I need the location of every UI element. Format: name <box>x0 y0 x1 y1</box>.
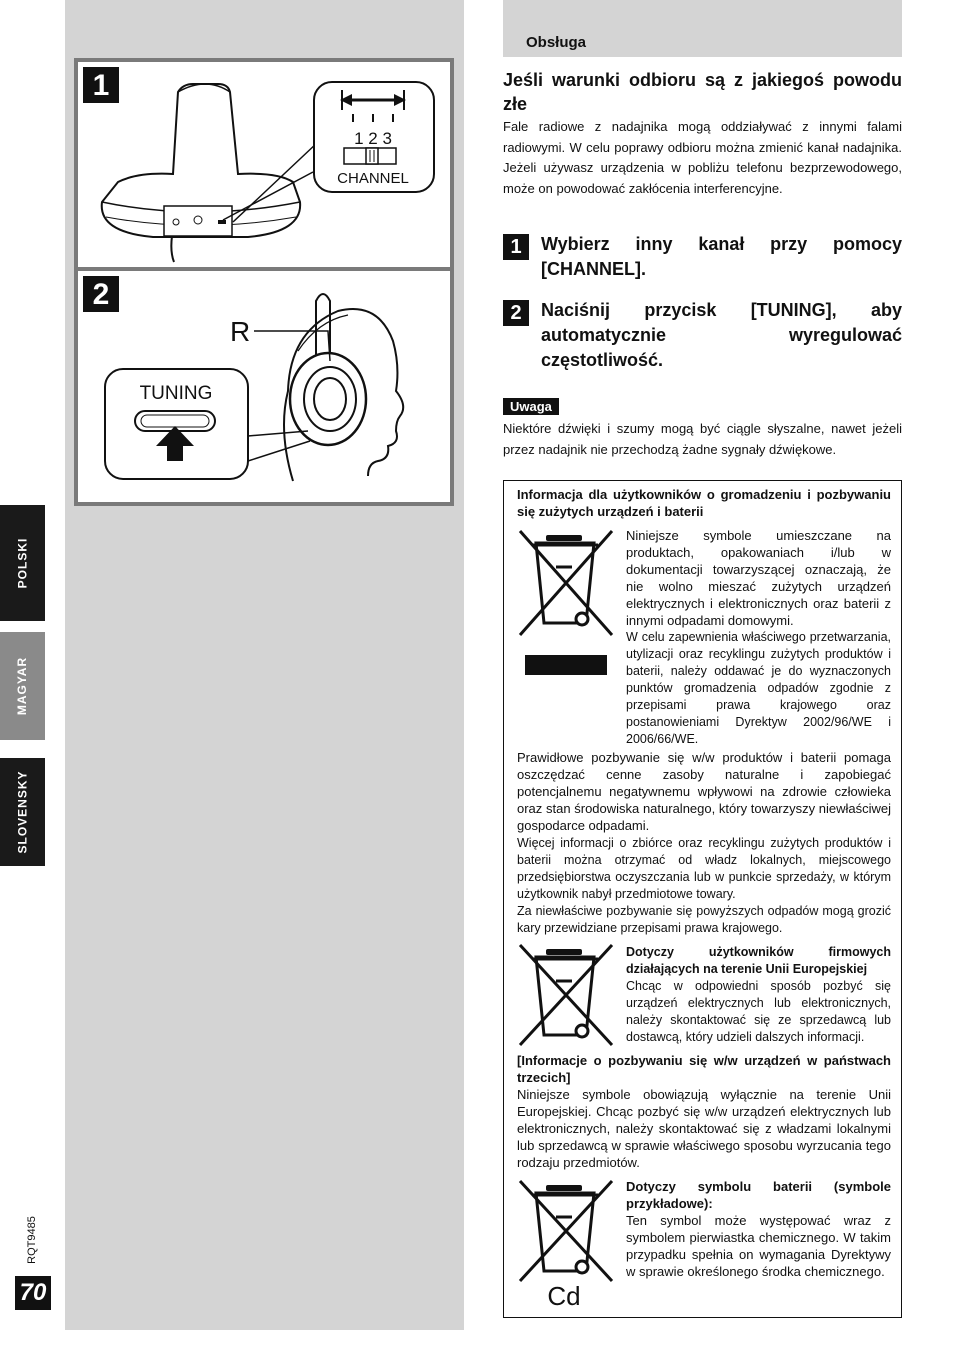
tab-magyar[interactable]: MAGYAR <box>0 632 45 740</box>
crossed-bin-battery-icon <box>516 1179 616 1311</box>
transmitter-illustration <box>78 62 450 267</box>
figure-frame <box>74 58 454 506</box>
headphones-illustration <box>78 271 450 502</box>
figure-1-step-number: 1 <box>92 69 110 102</box>
right-side-label: R <box>230 316 251 347</box>
section-header-bar <box>503 0 902 57</box>
step-2-number: 2 <box>503 300 529 326</box>
info-p2: W celu zapewnienia właściwego przetwarzania, utylizacji oraz recyklingu zużytych produktów i baterii, należy oddawać je do wyznaczonych punktów gromadzenia odpadów zgodnie z przepisami prawa krajowego oraz postanowieniami Dyrektyw 2002/96/WE i 2006/66/WE. <box>626 630 891 746</box>
note-text: Niektóre dźwięki i szumy mogą być ciągle słyszalne, nawet jeżeli przez nadajnik nie przechodzą żadne sygnały dźwiękowe. <box>503 421 902 457</box>
business-text: Chcąc w odpowiedni sposób pozbyć się urządzeń elektrycznych lub elektronicznych, należy skontaktować się ze sprzedawcą lub dostawcą, który udzieli dalszych informacji. <box>626 979 891 1044</box>
info-p1: Niniejsze symbole umieszczane na produktach, opakowaniach i/lub w dokumentacji towarzyszącej oznaczają, że nie wolno mieszać zużytych urządzeń elektrycznych i elektronicznych oraz baterii z innymi odpadami domowymi. <box>626 528 891 628</box>
crossed-bin-business-icon <box>516 943 616 1047</box>
note-label: Uwaga <box>503 398 559 415</box>
info-p5: Za niewłaściwe pozbywanie się powyższych odpadów mogą grozić kary przewidziane przepisami prawa krajowego. <box>517 904 891 935</box>
third-countries-text: Niniejsze symbole obowiązują wyłącznie na terenie Unii Europejskiej. Chcąc pozbyć się w/w urządzeń elektrycznych lub elektronicznych, należy skontaktować się z władzami lokalnymi lub sprzedawcą w sprawie właściwego sposobu wyrzucania tego rodzaju przedmiotów. <box>517 1087 891 1170</box>
cd-symbol-label: Cd <box>547 1281 581 1311</box>
disposal-info-box <box>503 480 902 1318</box>
figure-2-headphones <box>78 271 450 502</box>
document-code: RQT9485 <box>26 1216 39 1264</box>
info-p3: Prawidłowe pozbywanie się w/w produktów i baterii pomaga oszczędzać cenne zasoby naturalne i zapobiegać potencjalnemu negatywnemu wpływowi na zdrowie człowieka oraz stan środowiska naturalnego, który towarzyszy niewłaściwej gospodarce odpadami. <box>517 750 891 833</box>
battery-text: Ten symbol może występować wraz z symbolem pierwiastka chemicznego. W takim przypadku spełnia on wymagania Dyrektywy w sprawie określonego środka chemicznego. <box>626 1213 891 1279</box>
third-countries-title: [Informacje o pozbywaniu się w/w urządzeń w państwach trzecich] <box>517 1053 891 1085</box>
channel-switch-label: CHANNEL <box>337 170 409 187</box>
figure-2-step-number: 2 <box>92 278 110 311</box>
step-1-text: Wybierz inny kanał przy pomocy [CHANNEL]. <box>541 234 902 279</box>
tuning-button-label: TUNING <box>139 383 213 404</box>
reception-intro: Fale radiowe z nadajnika mogą oddziaływać z innymi falami radiowymi. W celu poprawy odbioru można zmienić kanał nadajnika. Jeżeli używasz urządzenia w pobliżu telefonu bezprzewodowego, może on powodować zakłócenia interferencyjne. <box>503 119 902 196</box>
info-title: Informacja dla użytkowników o gromadzeniu i pozbywaniu się zużytych urządzeń i baterii <box>517 487 891 519</box>
bin-underline-bar <box>525 655 607 675</box>
page-number: 70 <box>15 1276 51 1310</box>
tab-polski[interactable]: POLSKI <box>0 505 45 621</box>
info-p4: Więcej informacji o zbiórce oraz recyklingu zużytych produktów i baterii można otrzymać od władz lokalnych, miejscowego przedsiębiorstwa oczyszczania lub w punkcie sprzedaży, w którym użytkownik nabył przedmiotowe towary. <box>517 836 891 901</box>
battery-title: Dotyczy symbolu baterii (symbole przykładowe): <box>626 1179 891 1211</box>
step-1-number: 1 <box>503 234 529 260</box>
tab-slovensky[interactable]: SLOVENSKY <box>0 758 45 866</box>
reception-heading: Jeśli warunki odbioru są z jakiegoś powodu złe <box>503 70 902 114</box>
crossed-bin-icon <box>516 527 616 639</box>
step-2-text: Naciśnij przycisk [TUNING], aby automatycznie wyregulować częstotliwość. <box>541 300 902 370</box>
business-title: Dotyczy użytkowników firmowych działających na terenie Unii Europejskiej <box>626 945 891 976</box>
section-title: Obsługa <box>526 34 587 51</box>
channel-scale-label: 1 2 3 <box>354 129 392 148</box>
figure-1-transmitter <box>78 62 450 267</box>
